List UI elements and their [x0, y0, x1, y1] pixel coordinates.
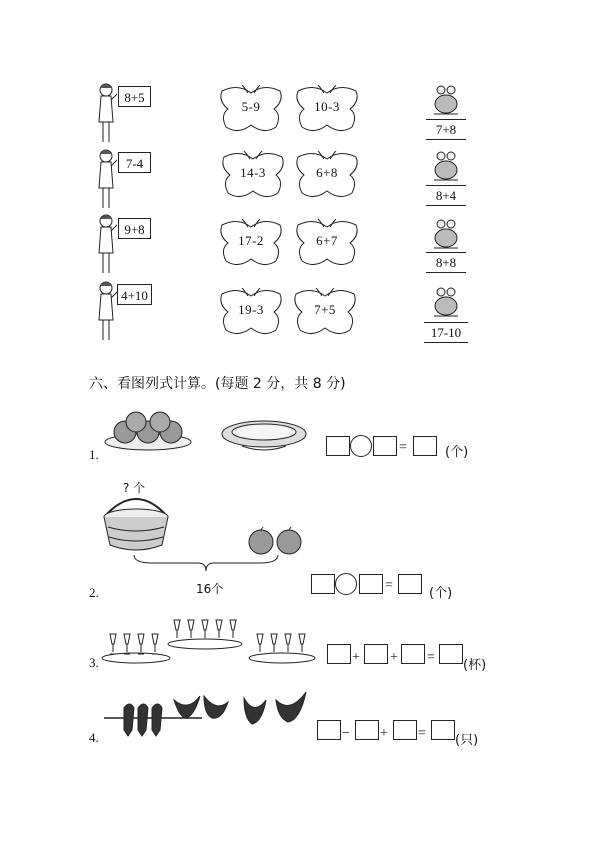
butterfly-expression: 6+8: [316, 165, 338, 180]
basket-icon: [100, 493, 172, 555]
minus-sign: −: [342, 726, 350, 741]
answer-box[interactable]: [401, 644, 425, 664]
tray-of-cups-icon: [100, 628, 172, 664]
question-mark-label: ? 个: [123, 481, 146, 495]
girl-sign: 8+5: [118, 86, 151, 107]
operator-circle[interactable]: [335, 573, 357, 595]
unit-label: (杯): [463, 658, 487, 673]
girl-icon: [97, 280, 117, 344]
equals-sign: =: [399, 440, 407, 455]
answer-box[interactable]: [431, 720, 455, 740]
answer-box[interactable]: [398, 574, 422, 594]
frog-card: 17-10: [424, 322, 468, 343]
girl-sign: 9+8: [118, 218, 151, 239]
empty-plate-icon: [220, 418, 308, 454]
girl-icon: [97, 148, 117, 212]
answer-box[interactable]: [364, 644, 388, 664]
girl-icon: [97, 82, 117, 146]
brace-icon: [132, 553, 280, 575]
answer-box[interactable]: [359, 574, 383, 594]
girl-sign: 4+10: [117, 284, 152, 305]
butterfly-expression: 14-3: [240, 165, 266, 180]
apple-icon: [247, 527, 303, 555]
answer-box[interactable]: [317, 720, 341, 740]
frog-icon: [432, 82, 460, 116]
girl-icon: [97, 213, 117, 277]
answer-box[interactable]: [393, 720, 417, 740]
butterfly-expression: 17-2: [238, 233, 264, 248]
brace-label: 16个: [196, 582, 224, 596]
frog-icon: [432, 284, 460, 318]
answer-box[interactable]: [373, 436, 397, 456]
question-number: 3.: [89, 655, 99, 670]
plus-sign: +: [390, 650, 398, 665]
answer-box[interactable]: [355, 720, 379, 740]
frog-card: 7+8: [426, 119, 466, 140]
girl-sign: 7-4: [118, 152, 151, 173]
butterfly-expression: 19-3: [238, 302, 264, 317]
unit-label: (个): [429, 586, 453, 601]
answer-box[interactable]: [327, 644, 351, 664]
question-number: 2.: [89, 585, 99, 600]
tray-of-cups-icon: [247, 628, 317, 664]
unit-label: (只): [455, 733, 479, 748]
butterfly-expression: 10-3: [314, 99, 340, 114]
swallows-icon: [104, 686, 314, 742]
unit-label: (个): [445, 445, 469, 460]
answer-box[interactable]: [311, 574, 335, 594]
equals-sign: =: [418, 726, 426, 741]
equals-sign: =: [427, 650, 435, 665]
answer-box[interactable]: [439, 644, 463, 664]
frog-icon: [432, 148, 460, 182]
section-title: 六、看图列式计算。(每题 2 分，共 8 分): [89, 376, 346, 392]
apple-plate-icon: [103, 410, 193, 454]
frog-icon: [432, 216, 460, 250]
equals-sign: =: [385, 578, 393, 593]
frog-card: 8+4: [426, 185, 466, 206]
answer-box[interactable]: [326, 436, 350, 456]
tray-of-cups-icon: [166, 614, 244, 650]
question-number: 4.: [89, 730, 99, 745]
plus-sign: +: [352, 650, 360, 665]
butterfly-expression: 6+7: [316, 233, 338, 248]
operator-circle[interactable]: [350, 435, 372, 457]
butterfly-expression: 7+5: [314, 302, 336, 317]
answer-box[interactable]: [413, 436, 437, 456]
frog-card: 8+8: [426, 252, 466, 273]
butterfly-expression: 5-9: [241, 99, 261, 114]
plus-sign: +: [380, 726, 388, 741]
question-number: 1.: [89, 447, 99, 462]
